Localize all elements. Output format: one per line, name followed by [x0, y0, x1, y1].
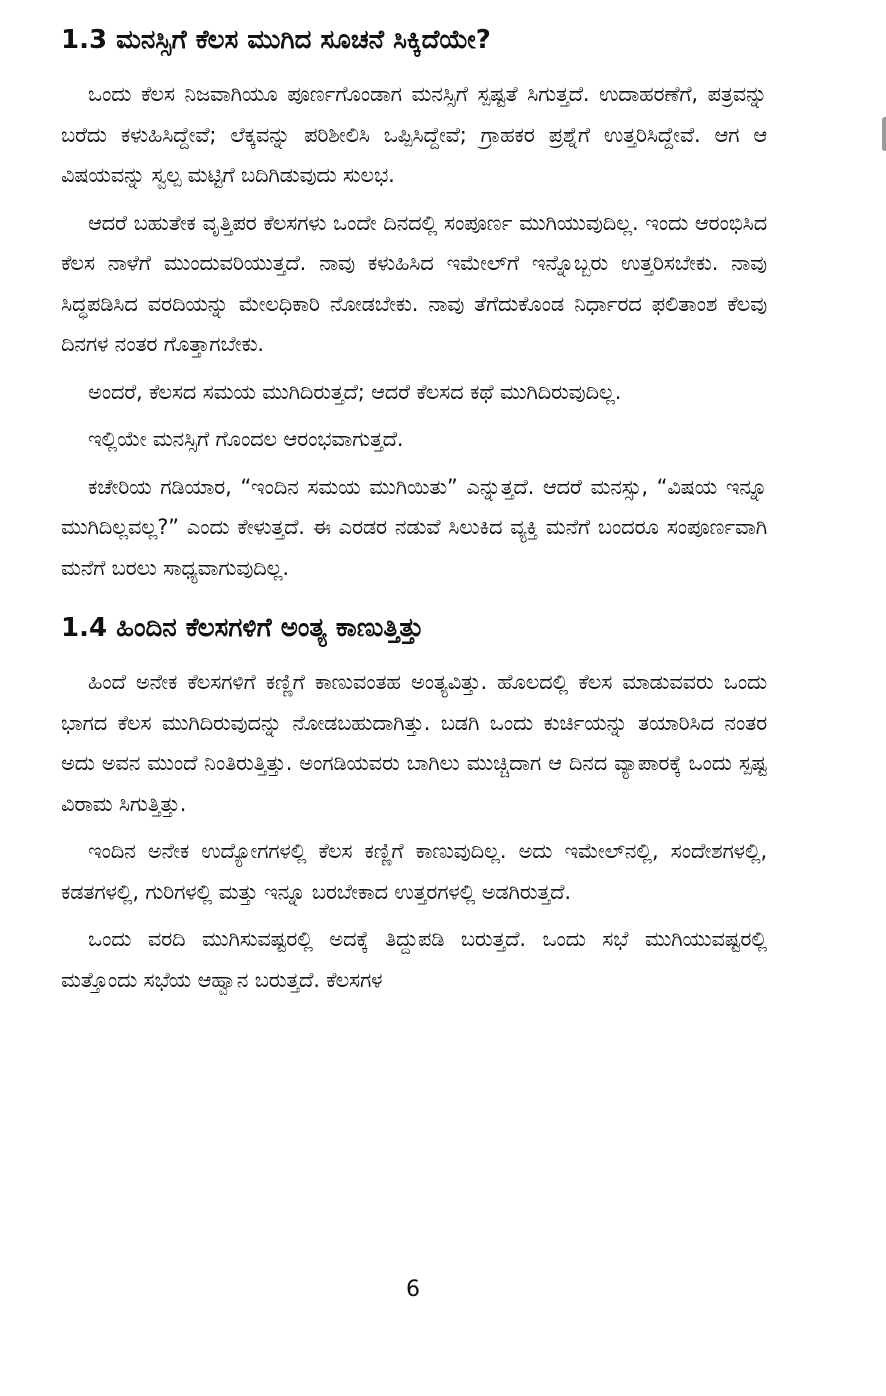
paragraph: ಅಂದರೆ, ಕೆಲಸದ ಸಮಯ ಮುಗಿದಿರುತ್ತದೆ; ಆದರೆ ಕೆಲಸದ ಕಥೆ ಮುಗಿದಿರುವುದಿಲ್ಲ.: [88, 379, 622, 404]
section-heading-1-3: 1.3 ಮನಸ್ಸಿಗೆ ಕೆಲಸ ಮುಗಿದ ಸೂಚನೆ ಸಿಕ್ಕಿದೆಯೇ?: [61, 25, 491, 55]
paragraph: ಕಚೇರಿಯ ಗಡಿಯಾರ, “ಇಂದಿನ ಸಮಯ ಮುಗಿಯಿತು” ಎನ್ನುತ್ತದೆ. ಆದರೆ ಮನಸ್ಸು, “ವಿಷಯ ಇನ್ನೂ ಮುಗಿದಿಲ್ಲವಲ್ಲ?” ಎಂದು ಕೇಳುತ್ತದೆ. ಈ ಎರಡರ ನಡುವೆ ಸಿಲುಕಿದ ವ್ಯಕ್ತಿ ಮನೆಗೆ ಬಂದರೂ ಸಂಪೂರ್ಣವಾಗಿ ಮನೆಗೆ ಬರಲು ಸಾಧ್ಯವಾಗುವುದಿಲ್ಲ.: [61, 474, 767, 580]
scroll-edge-handle[interactable]: [882, 117, 886, 151]
page-content: [61, 20, 767, 1000]
paragraph: ಒಂದು ವರದಿ ಮುಗಿಸುವಷ್ಟರಲ್ಲಿ ಅದಕ್ಕೆ ತಿದ್ದುಪಡಿ ಬರುತ್ತದೆ. ಒಂದು ಸಭೆ ಮುಗಿಯುವಷ್ಟರಲ್ಲಿ ಮತ್ತೊಂದು ಸಭೆಯ ಆಹ್ವಾನ ಬರುತ್ತದೆ. ಕೆಲಸಗಳ: [61, 927, 767, 992]
paragraph: ಆದರೆ ಬಹುತೇಕ ವೃತ್ತಿಪರ ಕೆಲಸಗಳು ಒಂದೇ ದಿನದಲ್ಲಿ ಸಂಪೂರ್ಣ ಮುಗಿಯುವುದಿಲ್ಲ. ಇಂದು ಆರಂಭಿಸಿದ ಕೆಲಸ ನಾಳೆಗೆ ಮುಂದುವರಿಯುತ್ತದೆ. ನಾವು ಕಳುಹಿಸಿದ ಇಮೇಲ್‌ಗೆ ಇನ್ನೊಬ್ಬರು ಉತ್ತರಿಸಬೇಕು. ನಾವು ಸಿದ್ಧಪಡಿಸಿದ ವರದಿಯನ್ನು ಮೇಲಧಿಕಾರಿ ನೋಡಬೇಕು. ನಾವು ತೆಗೆದುಕೊಂಡ ನಿರ್ಧಾರದ ಫಲಿತಾಂಶ ಕೆಲವು ದಿನಗಳ ನಂತರ ಗೊತ್ತಾಗಬೇಕು.: [61, 210, 767, 356]
section-heading-1-4: 1.4 ಹಿಂದಿನ ಕೆಲಸಗಳಿಗೆ ಅಂತ್ಯ ಕಾಣುತ್ತಿತ್ತು: [61, 613, 424, 643]
paragraph: ಒಂದು ಕೆಲಸ ನಿಜವಾಗಿಯೂ ಪೂರ್ಣಗೊಂಡಾಗ ಮನಸ್ಸಿಗೆ ಸ್ಪಷ್ಟತೆ ಸಿಗುತ್ತದೆ. ಉದಾಹರಣೆಗೆ, ಪತ್ರವನ್ನು ಬರೆದು ಕಳುಹಿಸಿದ್ದೇವೆ; ಲೆಕ್ಕವನ್ನು ಪರಿಶೀಲಿಸಿ ಒಪ್ಪಿಸಿದ್ದೇವೆ; ಗ್ರಾಹಕರ ಪ್ರಶ್ನೆಗೆ ಉತ್ತರಿಸಿದ್ದೇವೆ. ಆಗ ಆ ವಿಷಯವನ್ನು ಸ್ವಲ್ಪ ಮಟ್ಟಿಗೆ ಬದಿಗಿಡುವುದು ಸುಲಭ.: [61, 82, 767, 187]
paragraph: ಇಂದಿನ ಅನೇಕ ಉದ್ಯೋಗಗಳಲ್ಲಿ ಕೆಲಸ ಕಣ್ಣಿಗೆ ಕಾಣುವುದಿಲ್ಲ. ಅದು ಇಮೇಲ್‌ನಲ್ಲಿ, ಸಂದೇಶಗಳಲ್ಲಿ, ಕಡತಗಳಲ್ಲಿ, ಗುರಿಗಳಲ್ಲಿ ಮತ್ತು ಇನ್ನೂ ಬರಬೇಕಾದ ಉತ್ತರಗಳಲ್ಲಿ ಅಡಗಿರುತ್ತದೆ.: [61, 839, 767, 904]
page-number: 6: [406, 1277, 420, 1302]
paragraph: ಇಲ್ಲಿಯೇ ಮನಸ್ಸಿಗೆ ಗೊಂದಲ ಆರಂಭವಾಗುತ್ತದೆ.: [88, 427, 404, 451]
paragraph: ಹಿಂದೆ ಅನೇಕ ಕೆಲಸಗಳಿಗೆ ಕಣ್ಣಿಗೆ ಕಾಣುವಂತಹ ಅಂತ್ಯವಿತ್ತು. ಹೊಲದಲ್ಲಿ ಕೆಲಸ ಮಾಡುವವರು ಒಂದು ಭಾಗದ ಕೆಲಸ ಮುಗಿದಿರುವುದನ್ನು ನೋಡಬಹುದಾಗಿತ್ತು. ಬಡಗಿ ಒಂದು ಕುರ್ಚಿಯನ್ನು ತಯಾರಿಸಿದ ನಂತರ ಅದು ಅವನ ಮುಂದೆ ನಿಂತಿರುತ್ತಿತ್ತು. ಅಂಗಡಿಯವರು ಬಾಗಿಲು ಮುಚ್ಚಿದಾಗ ಆ ದಿನದ ವ್ಯಾಪಾರಕ್ಕೆ ಒಂದು ಸ್ಪಷ್ಟ ವಿರಾಮ ಸಿಗುತ್ತಿತ್ತು.: [61, 670, 767, 816]
